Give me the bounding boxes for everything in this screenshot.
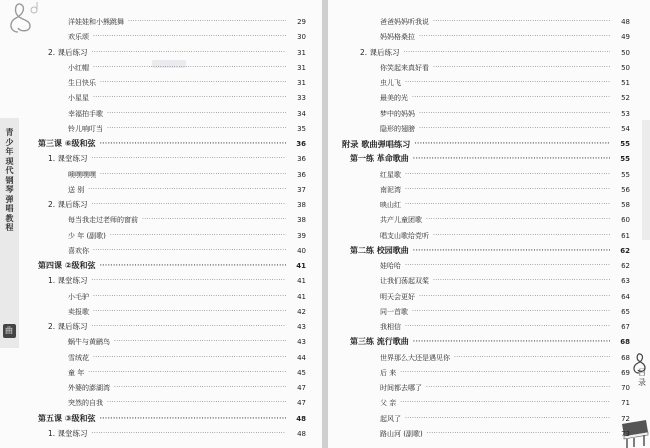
toc-entry-title: 喜欢你 (68, 246, 89, 255)
toc-leader-dots (400, 366, 610, 380)
right-page (328, 0, 650, 448)
toc-entry-page: 65 (621, 307, 630, 316)
toc-entry[interactable] (380, 61, 630, 75)
toc-leader-dots (426, 381, 610, 395)
toc-entry-title: 幸福拍手歌 (68, 109, 103, 118)
toc-leader-dots (433, 61, 610, 75)
toc-entry-page: 51 (621, 79, 630, 87)
toc-leader-dots (405, 259, 610, 273)
toc-entry-title: 少 年 (副歌) (68, 231, 106, 240)
toc-entry-page: 60 (621, 216, 630, 225)
toc-entry-title: 第三练 流行歌曲 (350, 337, 409, 347)
toc-entry-title: 小星星 (68, 94, 89, 103)
toc-entry[interactable] (68, 381, 306, 395)
toc-entry-page: 36 (297, 155, 306, 164)
toc-entry-page: 31 (297, 48, 306, 57)
toc-leader-dots (405, 168, 610, 182)
toc-entry-page: 55 (620, 155, 630, 164)
toc-leader-dots (93, 351, 286, 365)
toc-entry-title: 第一练 革命歌曲 (350, 154, 409, 164)
toc-leader-dots (404, 46, 610, 60)
toc-entry-title: 路山河 (副歌) (380, 429, 423, 438)
toc-entry-page: 69 (621, 368, 630, 377)
toc-entry-page: 48 (621, 18, 630, 26)
toc-entry[interactable] (380, 213, 630, 227)
toc-entry[interactable] (68, 351, 306, 365)
toc-entry-page: 62 (621, 262, 630, 270)
toc-leader-dots (92, 198, 286, 212)
toc-entry-page: 35 (297, 124, 306, 133)
toc-entry-title: 时间都去哪了 (380, 384, 422, 392)
toc-entry-page: 30 (297, 33, 306, 42)
toc-leader-dots (405, 76, 610, 90)
toc-leader-dots (93, 61, 286, 75)
toc-entry[interactable] (68, 168, 306, 182)
toc-entry-page: 40 (297, 246, 306, 255)
toc-leader-dots (419, 107, 610, 121)
toc-entry-title: 2. 课后练习 (360, 47, 400, 57)
toc-entry-page: 47 (297, 399, 306, 408)
toc-leader-dots (128, 15, 286, 29)
toc-entry[interactable] (380, 396, 630, 410)
toc-entry[interactable] (380, 229, 630, 243)
toc-leader-dots (100, 412, 286, 426)
toc-entry[interactable] (380, 122, 630, 136)
toc-entry[interactable] (48, 427, 306, 441)
toc-entry-page: 54 (621, 124, 630, 133)
toc-entry[interactable] (380, 427, 630, 441)
toc-entry[interactable] (350, 335, 630, 349)
toc-entry-title: 噢嘿嘿嘿 (68, 170, 96, 179)
toc-entry-title: 第二练 校园歌曲 (350, 245, 409, 255)
toc-entry-page: 68 (621, 353, 630, 362)
toc-entry-page: 36 (297, 170, 306, 179)
toc-entry-title: 1. 课堂练习 (48, 428, 88, 438)
toc-entry-page: 56 (621, 185, 630, 194)
toc-leader-dots (92, 320, 286, 334)
toc-entry-page: 63 (621, 277, 630, 286)
toc-entry-page: 48 (296, 414, 306, 423)
toc-leader-dots (100, 76, 286, 90)
toc-entry-title: 我相信 (380, 323, 401, 331)
toc-entry[interactable] (380, 168, 630, 182)
toc-entry-title: 梦中的妈妈 (380, 109, 415, 118)
toc-entry[interactable] (380, 76, 630, 90)
treble-clef-decoration (4, 2, 44, 34)
toc-entry-page: 73 (621, 429, 630, 438)
toc-leader-dots (92, 152, 286, 166)
left-page (0, 0, 322, 448)
toc-leader-dots (88, 183, 286, 197)
toc-leader-dots (93, 305, 286, 319)
toc-entry[interactable] (380, 30, 630, 44)
toc-leader-dots (413, 244, 610, 258)
toc-entry-page: 55 (621, 170, 630, 179)
toc-entry[interactable] (380, 366, 630, 380)
toc-entry-title: 外婆的澎湖湾 (68, 384, 110, 392)
toc-leader-dots (412, 91, 610, 105)
toc-leader-dots (405, 320, 610, 334)
toc-entry-title: 唱支山歌给党听 (380, 231, 429, 240)
toc-entry-title: 起风了 (380, 414, 401, 423)
toc-leader-dots (114, 381, 286, 395)
toc-entry-page: 70 (621, 384, 630, 392)
toc-entry-title: 妈妈格桑拉 (380, 33, 415, 42)
toc-leader-dots (107, 396, 286, 410)
toc-leader-dots (413, 152, 610, 166)
toc-entry-title: 卖报歌 (68, 307, 89, 316)
toc-entry-page: 64 (621, 292, 630, 301)
toc-leader-dots (93, 30, 286, 44)
toc-entry-title: 洋娃娃和小熊跳舞 (68, 18, 124, 26)
toc-leader-dots (114, 335, 286, 349)
toc-entry[interactable] (68, 335, 306, 349)
toc-leader-dots (433, 274, 610, 288)
toc-entry-title: 第三课 ⑥级和弦 (38, 139, 96, 148)
side-section-label: 目 录 (638, 368, 646, 387)
toc-entry-title: 让我们荡起双桨 (380, 277, 429, 286)
toc-entry-page: 67 (621, 323, 630, 331)
toc-entry[interactable] (68, 91, 306, 105)
toc-entry[interactable] (380, 15, 630, 29)
toc-leader-dots (100, 168, 286, 182)
toc-entry-page: 41 (297, 277, 306, 286)
toc-entry[interactable] (68, 366, 306, 380)
toc-entry[interactable] (48, 320, 306, 334)
toc-leader-dots (93, 91, 286, 105)
toc-entry-title: 生日快乐 (68, 79, 96, 87)
toc-leader-dots (400, 396, 610, 410)
toc-entry-page: 44 (297, 353, 306, 362)
toc-entry[interactable] (380, 91, 630, 105)
toc-leader-dots (419, 30, 610, 44)
toc-entry[interactable] (380, 198, 630, 212)
toc-entry-title: 雪绒花 (68, 353, 89, 362)
toc-entry[interactable] (48, 46, 306, 60)
toc-entry-title: 小毛驴 (68, 292, 89, 301)
toc-entry[interactable] (68, 122, 306, 136)
toc-entry-page: 37 (297, 185, 306, 194)
toc-entry-page: 42 (297, 307, 306, 316)
spine-tab (0, 118, 19, 348)
toc-entry-page: 41 (296, 262, 306, 270)
toc-entry-page: 50 (621, 48, 630, 57)
toc-entry-page: 38 (297, 201, 306, 209)
toc-entry[interactable] (48, 198, 306, 212)
toc-leader-dots (110, 229, 286, 243)
toc-leader-dots (92, 274, 286, 288)
toc-entry[interactable] (68, 107, 306, 121)
toc-entry-title: 突然的自我 (68, 399, 103, 408)
toc-entry-page: 49 (621, 33, 630, 42)
toc-entry[interactable] (380, 381, 630, 395)
toc-entry-title: 2. 课后练习 (48, 322, 88, 331)
toc-leader-dots (107, 107, 286, 121)
toc-entry-title: 第四课 ②级和弦 (38, 261, 96, 270)
toc-entry-title: 隐形的翅膀 (380, 124, 415, 133)
toc-entry-page: 71 (621, 399, 630, 408)
toc-entry-page: 31 (297, 63, 306, 72)
toc-entry-page: 58 (621, 201, 630, 209)
toc-entry[interactable] (68, 61, 306, 75)
toc-entry[interactable] (380, 259, 630, 273)
toc-entry[interactable] (68, 396, 306, 410)
toc-entry-title: 铃儿响叮当 (68, 124, 103, 133)
toc-entry[interactable] (380, 320, 630, 334)
toc-leader-dots (107, 122, 286, 136)
toc-entry[interactable] (68, 76, 306, 90)
toc-entry-page: 72 (621, 414, 630, 423)
toc-entry-page: 43 (297, 338, 306, 347)
toc-entry-title: 附录 歌曲弹唱练习 (342, 139, 411, 149)
toc-leader-dots (88, 366, 286, 380)
toc-entry-page: 36 (296, 140, 306, 148)
toc-entry[interactable] (68, 244, 306, 258)
toc-leader-dots (412, 305, 610, 319)
toc-entry-title: 送 别 (68, 185, 85, 194)
toc-entry-page: 33 (297, 94, 306, 103)
toc-entry-title: 红星歌 (380, 170, 401, 179)
toc-entry-title: 父 亲 (380, 399, 397, 408)
toc-leader-dots (93, 290, 286, 304)
toc-entry-page: 55 (620, 140, 630, 148)
toc-entry[interactable] (48, 152, 306, 166)
side-section-tab (634, 360, 650, 400)
toc-entry[interactable] (380, 305, 630, 319)
toc-entry-title: 明天会更好 (380, 292, 415, 301)
toc-entry[interactable] (38, 137, 306, 151)
toc-entry-page: 48 (297, 429, 306, 438)
toc-entry[interactable] (48, 274, 306, 288)
toc-entry-title: 你笑起来真好看 (380, 63, 429, 72)
toc-entry[interactable] (380, 412, 630, 426)
toc-leader-dots (405, 412, 610, 426)
toc-entry-page: 68 (620, 338, 630, 347)
toc-entry-title: 每当我走过老师的窗前 (68, 216, 138, 225)
toc-entry-title: 娃哈哈 (380, 262, 401, 270)
toc-entry-title: 第五课 ③级和弦 (38, 413, 96, 423)
toc-entry[interactable] (350, 244, 630, 258)
toc-entry[interactable] (380, 290, 630, 304)
spine-title: 青少年现代钢琴弹唱教程 (5, 128, 14, 232)
toc-entry-title: 欢乐颂 (68, 33, 89, 42)
toc-leader-dots (413, 335, 610, 349)
toc-leader-dots (433, 15, 610, 29)
toc-entry-title: 最美的光 (380, 94, 408, 103)
toc-leader-dots (405, 183, 610, 197)
toc-leader-dots (92, 427, 286, 441)
toc-entry-page: 34 (297, 109, 306, 118)
toc-entry-title: 1. 课堂练习 (48, 154, 88, 164)
toc-entry[interactable] (380, 274, 630, 288)
toc-leader-dots (405, 198, 610, 212)
toc-entry-page: 43 (297, 323, 306, 331)
toc-entry[interactable] (342, 137, 630, 151)
toc-entry-page: 62 (620, 246, 630, 255)
toc-entry-title: 童 年 (68, 368, 85, 377)
toc-leader-dots (100, 259, 286, 273)
toc-entry-title: 小红帽 (68, 63, 89, 72)
toc-entry[interactable] (68, 290, 306, 304)
toc-entry[interactable] (380, 351, 630, 365)
toc-leader-dots (419, 290, 610, 304)
toc-entry-page: 39 (297, 231, 306, 240)
toc-entry-title: 同一首歌 (380, 307, 408, 316)
toc-entry-title: 世界那么大还是遇见你 (380, 353, 450, 362)
toc-entry-page: 61 (621, 231, 630, 240)
toc-entry-page: 38 (297, 216, 306, 225)
toc-entry-page: 29 (297, 18, 306, 26)
toc-entry-page: 47 (297, 384, 306, 392)
toc-entry-title: 蜗牛与黄鹂鸟 (68, 338, 110, 347)
toc-entry-title: 后 来 (380, 368, 397, 377)
toc-entry-title: 映山红 (380, 201, 401, 209)
toc-leader-dots (92, 46, 286, 60)
toc-entry-page: 45 (297, 368, 306, 377)
toc-leader-dots (142, 213, 286, 227)
toc-leader-dots (426, 213, 610, 227)
toc-leader-dots (93, 244, 286, 258)
toc-entry[interactable] (68, 213, 306, 227)
toc-entry[interactable] (68, 15, 306, 29)
toc-entry-page: 53 (621, 109, 630, 118)
toc-entry-page: 31 (297, 79, 306, 87)
toc-entry[interactable] (38, 412, 306, 426)
toc-leader-dots (433, 229, 610, 243)
toc-entry-title: 2. 课后练习 (48, 200, 88, 209)
toc-entry-page: 50 (621, 63, 630, 72)
toc-entry[interactable] (68, 305, 306, 319)
toc-entry-page: 52 (621, 94, 630, 103)
toc-entry[interactable] (38, 259, 306, 273)
toc-leader-dots (454, 351, 610, 365)
toc-entry-title: 虫儿飞 (380, 79, 401, 87)
toc-leader-dots (427, 427, 610, 441)
toc-leader-dots (100, 137, 286, 151)
toc-entry[interactable] (68, 229, 306, 243)
toc-entry-title: 1. 课堂练习 (48, 276, 88, 286)
toc-entry[interactable] (360, 46, 630, 60)
toc-entry-title: 爸爸妈妈听我说 (380, 18, 429, 26)
page-edge-shadow (642, 120, 650, 240)
toc-leader-dots (419, 122, 610, 136)
toc-leader-dots (414, 137, 610, 151)
toc-entry[interactable] (380, 107, 630, 121)
toc-entry-title: 共产儿童团歌 (380, 216, 422, 225)
toc-entry-title: 南泥湾 (380, 185, 401, 194)
toc-entry-page: 41 (297, 292, 306, 301)
toc-entry[interactable] (68, 30, 306, 44)
toc-entry[interactable] (350, 152, 630, 166)
toc-entry[interactable] (380, 183, 630, 197)
toc-entry[interactable] (68, 183, 306, 197)
toc-entry-title: 2. 课后练习 (48, 47, 88, 57)
spine-badge (3, 324, 16, 338)
